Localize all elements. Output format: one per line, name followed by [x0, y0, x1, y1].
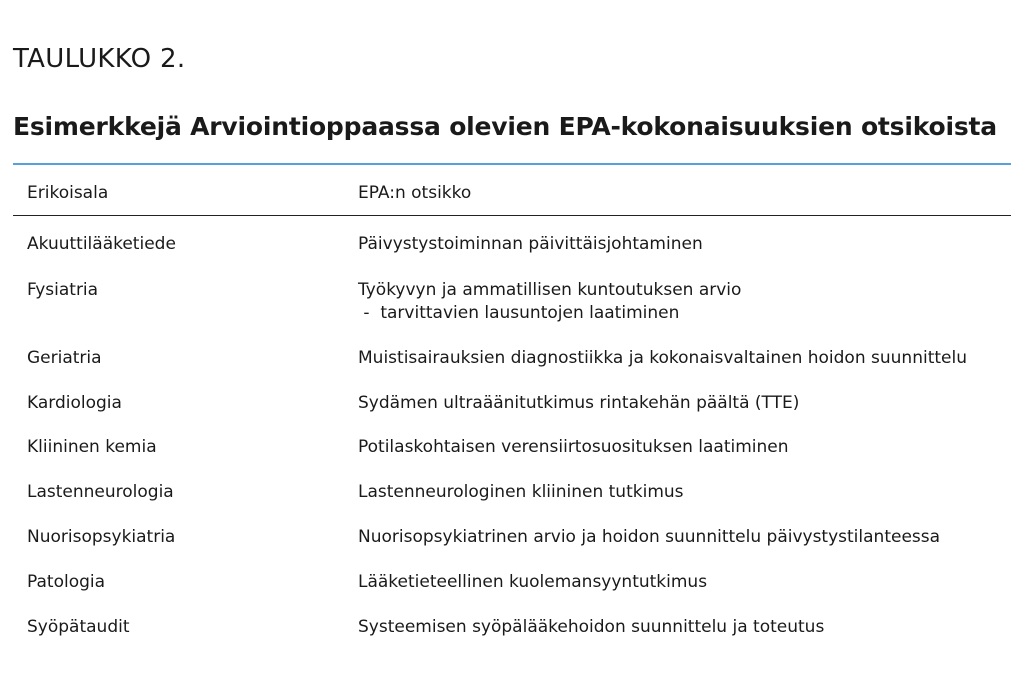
epa-title-line: Nuorisopsykiatrinen arvio ja hoidon suunnittelu päivystystilanteessa — [358, 527, 941, 547]
cell-epa-title — [358, 436, 789, 459]
cell-specialty: Patologia — [27, 572, 106, 592]
table-title: Esimerkkejä Arviointioppaassa olevien EPA-kokonaisuuksien otsikoista — [13, 112, 997, 141]
cell-specialty: Syöpätaudit — [27, 617, 130, 637]
cell-specialty: Kardiologia — [27, 393, 122, 413]
cell-specialty: Akuuttilääketiede — [27, 234, 176, 254]
epa-title-line: Työkyvyn ja ammatillisen kuntoutuksen arvio — [358, 280, 742, 300]
cell-specialty: Fysiatria — [27, 280, 99, 300]
epa-title-line: Potilaskohtaisen verensiirtosuosituksen laatiminen — [358, 437, 789, 457]
cell-specialty: Geriatria — [27, 348, 102, 368]
table-header-row — [13, 165, 1011, 216]
epa-title-line: Sydämen ultraäänitutkimus rintakehän päältä (TTE) — [358, 393, 800, 413]
cell-epa-title — [358, 279, 741, 325]
table-label: TAULUKKO 2. — [13, 44, 186, 74]
cell-epa-title — [358, 571, 707, 594]
cell-epa-title — [358, 233, 703, 256]
header-specialty: Erikoisala — [27, 183, 109, 203]
epa-title-line: - tarvittavien lausuntojen laatiminen — [358, 303, 680, 323]
cell-epa-title — [358, 481, 684, 504]
header-epa-title: EPA:n otsikko — [358, 183, 472, 203]
cell-epa-title — [358, 392, 799, 415]
epa-title-line: Päivystystoiminnan päivittäisjohtaminen — [358, 234, 703, 254]
cell-specialty: Nuorisopsykiatria — [27, 527, 176, 547]
epa-title-line: Lääketieteellinen kuolemansyyntutkimus — [358, 572, 708, 592]
cell-epa-title — [358, 616, 824, 639]
epa-title-line: Systeemisen syöpälääkehoidon suunnittelu ja toteutus — [358, 617, 825, 637]
cell-epa-title — [358, 347, 967, 370]
cell-specialty: Kliininen kemia — [27, 437, 157, 457]
cell-specialty: Lastenneurologia — [27, 482, 174, 502]
epa-title-line: Lastenneurologinen kliininen tutkimus — [358, 482, 684, 502]
cell-epa-title — [358, 526, 940, 549]
epa-title-line: Muistisairauksien diagnostiikka ja kokonaisvaltainen hoidon suunnittelu — [358, 348, 967, 368]
